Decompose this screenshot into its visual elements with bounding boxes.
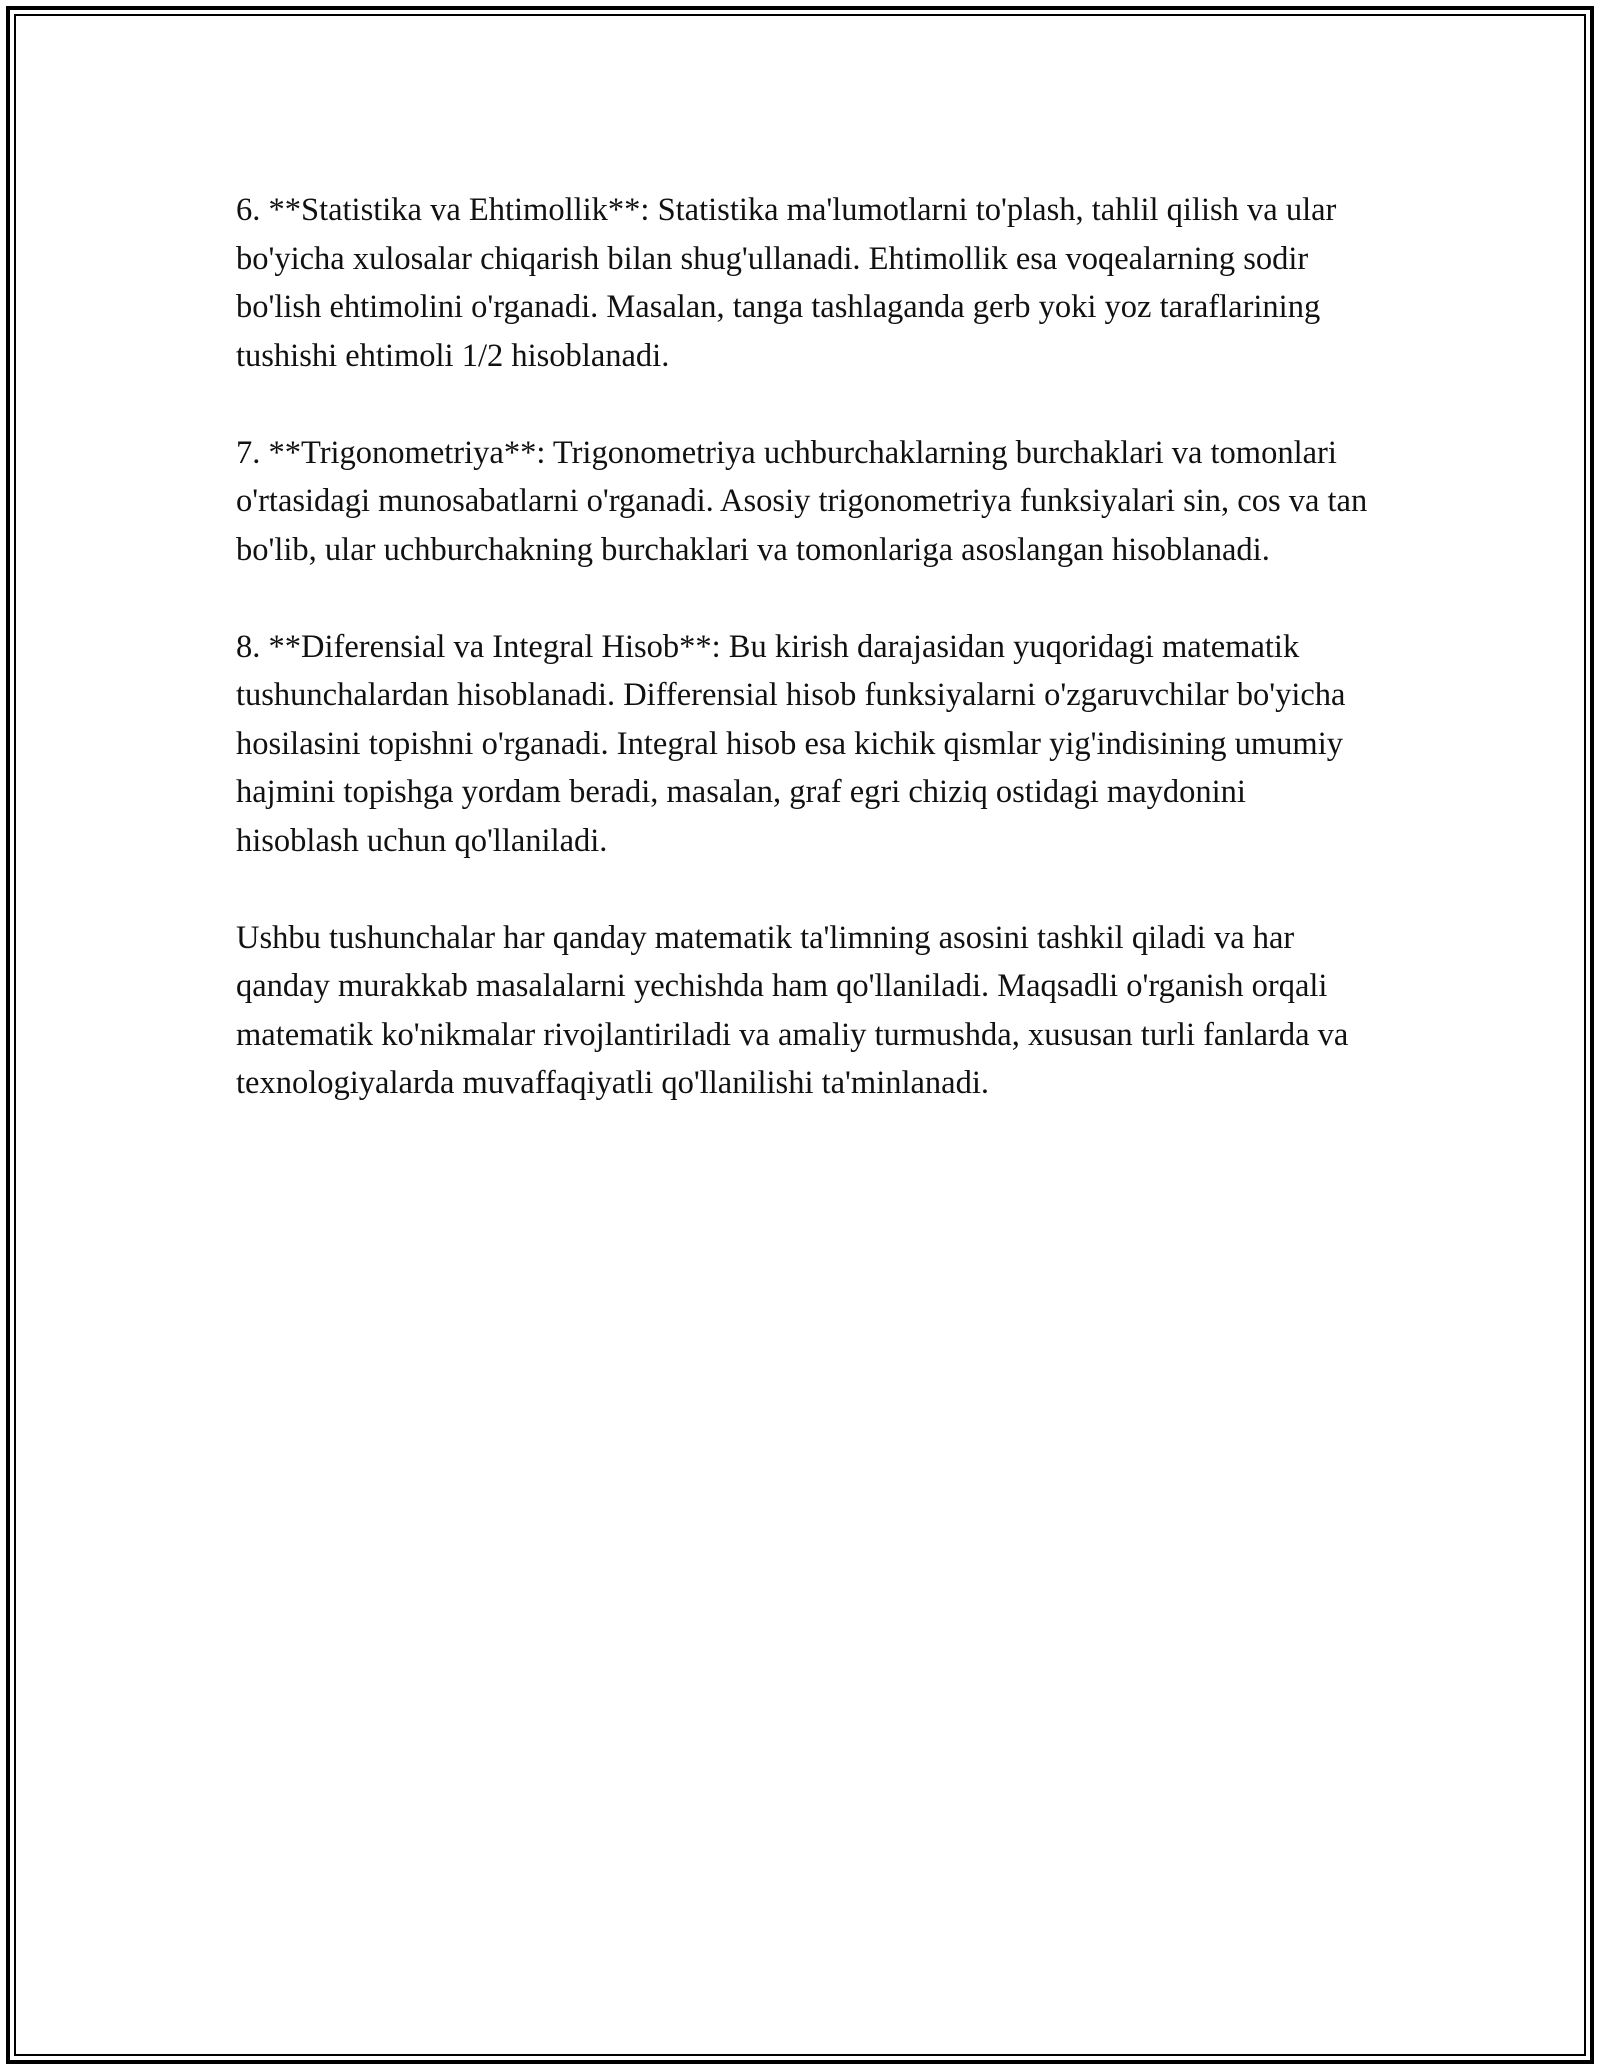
paragraph-calculus: 8. **Diferensial va Integral Hisob**: Bu kirish darajasidan yuqoridagi matematik tushunchalardan hisoblanadi. Differensial hisob funksiyalarni o'zgaruvchilar bo'yicha hosilasini topishni o'rganadi. Integral hisob esa kichik qismlar yig'indisining umumiy hajmini topishga yordam beradi, masalan, graf egri chiziq ostidagi maydonini hisoblash uchun qo'llaniladi.	[236, 628, 1346, 859]
paragraph-statistics: 6. **Statistika va Ehtimollik**: Statistika ma'lumotlarni to'plash, tahlil qilish va ular bo'yicha xulosalar chiqarish bilan shug'ullanadi. Ehtimollik esa voqealarning sodir bo'lish ehtimolini o'rganadi. Masalan, tanga tashlaganda gerb yoki yoz taraflarining tushishi ehtimoli 1/2 hisoblanadi.	[236, 192, 1337, 374]
paragraph-trigonometry: 7. **Trigonometriya**: Trigonometriya uchburchaklarning burchaklari va tomonlari o'rtasidagi munosabatlarni o'rganadi. Asosiy trigonometriya funksiyalari sin, cos va tan bo'lib, ular uchburchakning burchaklari va tomonlariga asoslangan hisoblanadi.	[236, 434, 1368, 568]
paragraph-conclusion: Ushbu tushunchalar har qanday matematik ta'limning asosini tashkil qiladi va har qanday murakkab masalalarni yechishda ham qo'llaniladi. Maqsadli o'rganish orqali matematik ko'nikmalar rivojlantiriladi va amaliy turmushda, xususan turli fanlarda va texnologiyalarda muvaffaqiyatli qo'llanilishi ta'minlanadi.	[236, 919, 1349, 1101]
document-body	[236, 186, 1376, 1108]
